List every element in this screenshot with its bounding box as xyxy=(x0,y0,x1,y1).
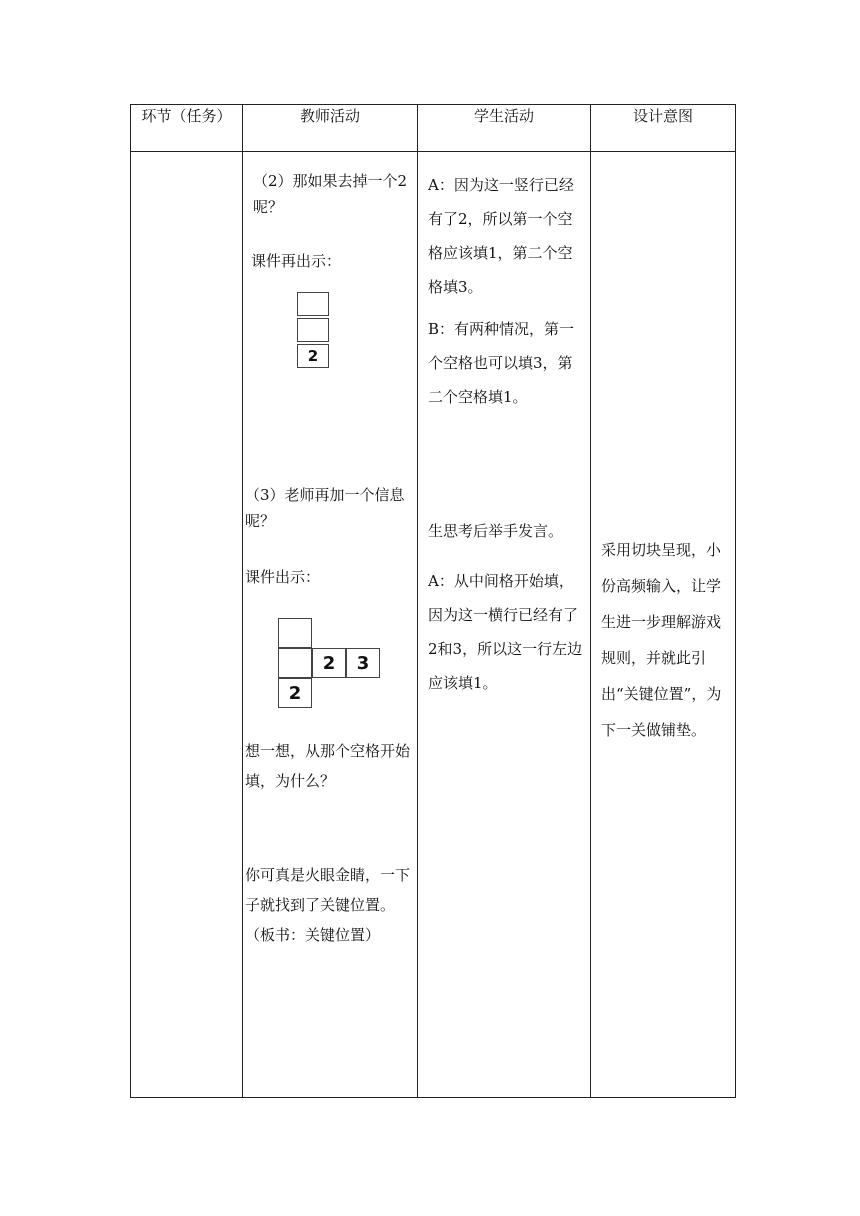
grid-cell xyxy=(278,648,312,678)
student-think-speak: 生思考后举手发言。 xyxy=(428,522,564,540)
sudoku-cross-grid xyxy=(278,618,380,708)
header-design-intent: 设计意图 xyxy=(591,105,736,152)
teacher-praise: 你可真是火眼金睛，一下子就找到了关键位置。（板书：关键位置） xyxy=(245,866,411,944)
design-intent-cell xyxy=(591,152,736,1098)
stage-cell xyxy=(131,152,243,1098)
grid-cell: 2 xyxy=(278,678,312,708)
sudoku-column-grid xyxy=(297,292,329,370)
design-intent-text: 采用切块呈现，小份高频输入，让学生进一步理解游戏规则，并就此引出“关键位置”，为下一关做铺垫。 xyxy=(601,541,722,739)
table-body-row xyxy=(131,152,736,1098)
grid-cell-empty xyxy=(346,678,378,702)
grid-cell: 3 xyxy=(346,648,380,678)
student-activity-cell xyxy=(418,152,591,1098)
student-answer-a1: A：因为这一竖行已经有了2，所以第一个空格应该填1，第二个空格填3。 xyxy=(428,176,574,296)
grid-cell xyxy=(278,618,312,648)
grid-cell-empty xyxy=(346,618,378,642)
teacher-question-3: （3）老师再加一个信息呢？ xyxy=(245,486,405,530)
teacher-courseware: 课件出示： xyxy=(245,568,321,586)
header-student-activity: 学生活动 xyxy=(418,105,591,152)
student-answer-a2: A：从中间格开始填，因为这一横行已经有了2和3，所以这一行左边应该填1。 xyxy=(428,572,583,692)
student-answer-b1: B：有两种情况，第一个空格也可以填3，第二个空格填1。 xyxy=(428,320,575,406)
grid-cell-empty xyxy=(312,618,344,642)
grid-cell: 2 xyxy=(297,344,329,368)
grid-cell xyxy=(297,318,329,342)
table-header-row xyxy=(131,105,736,152)
grid-cell-empty xyxy=(312,678,344,702)
teacher-activity-cell xyxy=(243,152,418,1098)
header-stage: 环节（任务） xyxy=(131,105,243,152)
teacher-question-2: （2）那如果去掉一个2呢？ xyxy=(253,172,408,216)
grid-cell: 2 xyxy=(312,648,346,678)
teacher-think-question: 想一想，从那个空格开始填，为什么？ xyxy=(245,742,411,790)
lesson-plan-table xyxy=(130,104,736,1098)
header-teacher-activity: 教师活动 xyxy=(243,105,418,152)
grid-cell xyxy=(297,292,329,316)
teacher-courseware-again: 课件再出示： xyxy=(251,252,342,270)
